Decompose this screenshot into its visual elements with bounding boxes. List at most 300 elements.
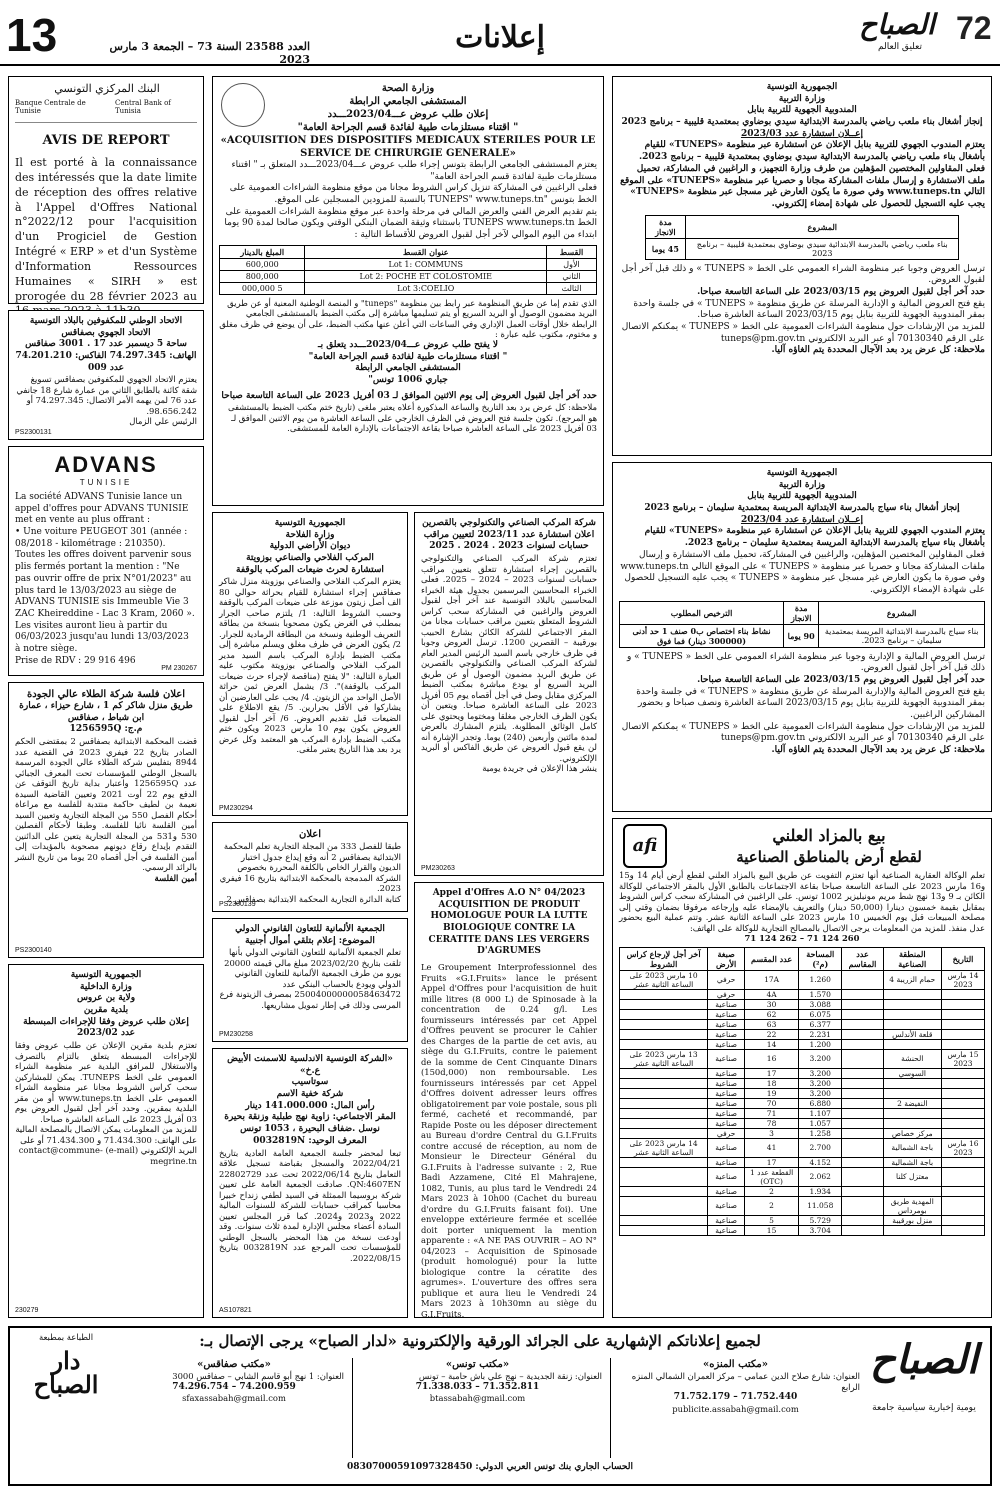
auction-col-header: آخر أجل لإرجاع كراس الشروط bbox=[620, 947, 708, 970]
nabeul1-deadline: حدد آخر أجل لقبول العروض يوم 2023/03/15 على الساعة التاسعة صباحا. bbox=[697, 286, 985, 297]
nabeul1-l1: الجمهورية التونسية bbox=[766, 82, 838, 92]
sotacib-body: تبعا لمحضر جلسة الجمعية العامة العادية بتاريخ 2022/04/21 والمسجل بقباضة تسجيل علاقة التعامل بتاريخ 2022/06/14 تحت عدد 22802729 QN:4607EN. صادقت الجمعية العامة على تعيين شركة بروسيما الممثلة في السيد لطفي زنداح خبيرا محاسبا كمراقب حسابات للشركة للسنوات المالية 2022 و2023 و2024. كما قرر المجلس تعيين السادة أعضاء مجلس الإدارة لمدة ثلاث سنوات. وقد أودعت نسخة من هذا المحضر بالسجل الوطني للمؤسسات تحت المرجع عدد 0032819N بتاريخ 2022/08/15. bbox=[219, 1147, 402, 1263]
lot-num: الأول bbox=[547, 258, 597, 270]
auction-cell bbox=[620, 989, 708, 999]
auction-cell: 10 مارس 2023 على الساعة الثانية عشر bbox=[620, 970, 708, 989]
rabta-body4: الذي تقدم إما عن طريق المنظومة عبر رابط بين منظومة "tuneps" و المنصة الوطنية المعنية أو عن طريق البريد مضمون الوصول أو البريد السريع أو يتم تسليمها مباشرة إلى مكتب الضبط بالمستشفى الجامعي الرابطة خلال أوقات العمل الإداري وفي الساعات التي أعلن عنها مكتب الضبط، على أن يوضع في ظرف مغلق و مختوم، مكتوب عليه عبارة : bbox=[219, 297, 597, 340]
auction-cell: النفيضة 2 bbox=[883, 1098, 941, 1108]
table-row bbox=[620, 1157, 985, 1167]
auction-cell bbox=[842, 1049, 883, 1068]
auction-cell: 11.058 bbox=[799, 1196, 842, 1215]
auction-cell bbox=[941, 1225, 984, 1235]
auction-cell bbox=[941, 1088, 984, 1098]
auction-cell: 2.231 bbox=[799, 1029, 842, 1039]
sotacib-title: «الشركة التونسية الاندلسية للاسمنت الأبيض ع.خ» bbox=[227, 1054, 393, 1076]
issue-line: العدد 23588 السنة 73 – الجمعة 3 مارس 2023 bbox=[109, 40, 310, 66]
auction-cell: 17 bbox=[745, 1157, 799, 1167]
auction-cell bbox=[842, 1108, 883, 1118]
auction-cell: 19 bbox=[745, 1088, 799, 1098]
auction-cell: 70 bbox=[745, 1098, 799, 1108]
auction-col-header: عدد المقسم bbox=[745, 947, 799, 970]
union-aveugles-ad bbox=[8, 310, 204, 440]
auction-cell: معتزل كلنا bbox=[883, 1167, 941, 1186]
nabeul2-l3: المندوبية الجهوية للتربية بنابل bbox=[747, 491, 857, 502]
auction-cell: 2 bbox=[745, 1196, 799, 1215]
nabeul1-body2: فعلى المقاولين المختصين المؤهلين من طرف وزارة التجهيز، و الراغبين في المشاركة، تحميل ملف الاستشارة و إرسال ملفات المشاركة مجانا و حصريا عبر منظومة «TUNEPS» على الموقع التالي www.tuneps.tn وفي صورة ما يكون العارض غير مسجل عبر منظومة «TUNEPS» يجب عليه التسجيل للحصول على شهادة إمضاء إلكتروني. bbox=[620, 163, 985, 209]
auction-table bbox=[619, 947, 985, 1236]
kasserine-body: تعتزم شركة المركب الصناعي والتكنولوجي بالقصرين إجراء استشارة تتعلق بتعيين مراقب حسابات لسنوات 2023 – 2024 – 2025. فعلى الخبراء المحاسبين المرسمين بجدول هيئة الخبراء المحاسبين بالبلاد التونسية عند آخر أجل لقبول العروض والراغبين في المشاركة سحب كراس الشروط المتعلق بتعيين مراقب حسابات مجانا من المقر الاجتماعي للشركة الكائن بشارع الحبيب بورقيبة – القصرين 1200. ترسل العروض وجوبا في ظرف خارجي باسم السيد الرئيس المدير العام لشركة المركب الصناعي والتكنولوجي بالقصرين عن طريق البريد مضمون الوصول أو عن طريق البريد السريع أو يودع مباشرة بمكتب الضبط المركزي مقابل وصل في أجل أقصاه يوم 05 أفريل 2023 على الساعة العاشرة صباحا. ويتعين أن يكون الظرف الخارجي مغلقا ومختوما ويحتوي على كامل الوثائق المطلوبة. يلتزم المشارك بالعرض لمدة مائتين وأربعين (240) يوما. وتجدر الإشارة أنه لن يقع قبول العروض عن طريق الفاكس أو البريد الإلكتروني. bbox=[421, 553, 598, 763]
auction-cell: حرفي bbox=[708, 989, 745, 999]
rabta-fr: «ACQUISITION DES DISPOSITIFS MEDICAUX STERILES POUR LE SERVICE DE CHIRURGIE GENERALE» bbox=[220, 135, 596, 159]
footer-headline: لجميع إعلاناتكم الإشهارية على الجرائد الورقية والإلكترونية «لدار الصباح» يرجى الإتصال بـ: bbox=[199, 1332, 761, 1350]
table-row bbox=[620, 1138, 985, 1157]
table-row bbox=[620, 1098, 985, 1108]
auction-cell: حرفي bbox=[708, 1128, 745, 1138]
lots-table bbox=[219, 245, 597, 295]
auction-cell: باجة الشمالية bbox=[883, 1157, 941, 1167]
cell-project: بناء سياج بالمدرسة الابتدائية المريسة بمعتمدية سليمان – برنامج 2023. bbox=[819, 624, 985, 647]
nabeul2-body1: يعتزم المندوب الجهوي للتربية بنابل الإعلان عن استشارة عبر منظومة «TUNEPS» للقيام بأشغال بناء سياج بالمدرسة الابتدائية المريسة بمعتمدية سليمان – برنامج 2023. bbox=[644, 526, 985, 549]
ad-ref: PM 230267 bbox=[161, 665, 197, 672]
auction-cell bbox=[842, 1225, 883, 1235]
cell-duration: 90 يوما bbox=[784, 624, 819, 647]
rabta-body1: يعتزم المستشفى الجامعي الرابطة بتونس إجراء طلب عروض عـــ2023/04ـــدد المتعلق بـ " اقتناء مستلزمات طبية لفائدة قسم الجراحة العامة" bbox=[231, 160, 597, 182]
megrine-l5: إعلان طلب عروض وفقا للإجراءات المبسطة bbox=[23, 1016, 189, 1027]
table-row bbox=[620, 1225, 985, 1235]
auction-cell: صناعية bbox=[708, 1009, 745, 1019]
diwan-l3: ديوان الأراضي الدولية bbox=[269, 541, 351, 552]
section-title: إعلانات bbox=[455, 20, 545, 55]
kasserine-title: شركة المركب الصناعي والتكنولوجي بالقصرين bbox=[422, 518, 596, 528]
auction-cell bbox=[620, 1039, 708, 1049]
faillite-title: اعلان فلسة شركة الطلاء عالي الجودة bbox=[26, 689, 186, 700]
auction-cell bbox=[941, 1157, 984, 1167]
lot-num: الثالث bbox=[547, 282, 597, 294]
auction-cell: 1.260 bbox=[799, 970, 842, 989]
megrine-l3: ولاية بن عروس bbox=[76, 993, 136, 1004]
auction-cell: صناعية bbox=[708, 999, 745, 1009]
bct-avis-report bbox=[8, 76, 204, 304]
advans-logo-text: ADVANS bbox=[54, 452, 158, 477]
table-row bbox=[620, 1196, 985, 1215]
auction-cell: الحنشة bbox=[883, 1049, 941, 1068]
rabta-env1: لا يفتح طلب عروض عـــ2023/04ـــدد يتعلق بـ bbox=[317, 339, 499, 350]
table-row bbox=[220, 258, 597, 270]
auction-cell: 1.200 bbox=[799, 1039, 842, 1049]
table-row bbox=[620, 1019, 985, 1029]
auction-cell bbox=[842, 1039, 883, 1049]
advans-logo-sub: TUNISIE bbox=[79, 478, 133, 487]
auction-cell: السوسي bbox=[883, 1068, 941, 1078]
col-duration: مدة الانجاز bbox=[645, 215, 686, 238]
auction-cell bbox=[883, 1078, 941, 1088]
auction-cell: مركز خصاص bbox=[883, 1128, 941, 1138]
table-row bbox=[620, 1049, 985, 1068]
auction-cell: صناعية bbox=[708, 1068, 745, 1078]
auction-cell bbox=[883, 989, 941, 999]
auction-cell bbox=[883, 1088, 941, 1098]
table-row bbox=[620, 1108, 985, 1118]
nabeul2-l4: إنجاز أشغال بناء سياج بالمدرسة الابتدائية المريسة بمعتمدية سليمان – برنامج 2023 bbox=[644, 503, 960, 514]
nabeul-siyaj-ad bbox=[612, 462, 992, 812]
auction-cell: 62 bbox=[745, 1009, 799, 1019]
nabeul2-contact: للمزيد من الإرشادات حول منظومة الشراءات العمومية على الخط « TUNEPS » يمكنكم الاتصال على الرقم 70130340 أو عبر البريد الالكتروني tuneps@pm.gov.tn bbox=[621, 721, 985, 744]
footer-logo-name: الصباح bbox=[869, 1336, 979, 1383]
rabta-env3: المستشفى الجامعي الرابطة bbox=[355, 363, 461, 374]
auction-cell: 5 bbox=[745, 1215, 799, 1225]
sotacib-l2: سوتاسيب bbox=[291, 1077, 329, 1088]
auction-cell: 1.107 bbox=[799, 1108, 842, 1118]
nabeul1-body3: ترسل العروض وجوبا عبر منظومة الشراء العمومي على الخط « TUNEPS » و ذلك قبل آخر أجل لقبول العروض. bbox=[621, 263, 985, 286]
auction-col-header: المساحة (م²) bbox=[799, 947, 842, 970]
auction-cell: 14 bbox=[745, 1039, 799, 1049]
table-row bbox=[620, 624, 985, 647]
auction-cell: 18 bbox=[745, 1078, 799, 1088]
auction-cell bbox=[842, 1029, 883, 1039]
auction-cell bbox=[842, 999, 883, 1009]
afi-phones: 71 124 262 – 71 124 260 bbox=[744, 933, 860, 943]
auction-cell: صناعية bbox=[708, 1078, 745, 1088]
office1-address: العنوان: شارع صلاح الدين عمامي – مركز العمران الشمالي المنزه الرابع bbox=[631, 1371, 860, 1392]
auction-cell: صناعية bbox=[708, 1225, 745, 1235]
auction-cell: باجة الشمالية bbox=[883, 1138, 941, 1157]
auction-cell: 3 bbox=[745, 1128, 799, 1138]
auction-cell bbox=[842, 1128, 883, 1138]
sotacib-id: المعرف الوحيد: 0032819N bbox=[253, 1135, 367, 1146]
auction-cell: صناعية bbox=[708, 1019, 745, 1029]
auction-col-header: التاريخ bbox=[941, 947, 984, 970]
auction-cell bbox=[620, 1078, 708, 1088]
auction-cell bbox=[842, 1138, 883, 1157]
footer-logo-tagline: يومية إخبارية سياسية جامعة bbox=[872, 1403, 976, 1413]
rabta-l4: " اقتناء مستلزمات طبية لفائدة قسم الجراحة العامة" bbox=[297, 122, 519, 133]
auction-cell: 1.570 bbox=[799, 989, 842, 999]
auction-cell bbox=[620, 1108, 708, 1118]
table-row bbox=[620, 1186, 985, 1196]
diwan-l1: الجمهورية التونسية bbox=[274, 518, 346, 528]
footer-office-sfax bbox=[124, 1358, 344, 1458]
avis-title: AVIS DE REPORT bbox=[42, 133, 170, 148]
megrine-l2: وزارة الداخلية bbox=[80, 981, 132, 992]
auction-cell bbox=[941, 1108, 984, 1118]
auction-cell: صناعية bbox=[708, 1108, 745, 1118]
table-row bbox=[620, 1009, 985, 1019]
ilan-signature: كتابة الدائرة التجارية المحكمة الابتدائية بصفاقس 2 bbox=[226, 893, 401, 904]
union-address: ساحة 5 ديسمبر عدد 17 . 3001 صفاقس bbox=[25, 339, 187, 350]
auction-cell: 15 مارس 2023 bbox=[941, 1049, 984, 1068]
auction-cell: 30 bbox=[745, 999, 799, 1009]
advans-logo bbox=[15, 452, 197, 492]
sotacib-capital: رأس المال: 141.000.000 دينار bbox=[245, 1100, 375, 1111]
table-row bbox=[620, 1215, 985, 1225]
ilan-body: طبقا للفصل 333 من المجلة التجارية تعلم المحكمة الابتدائية بصفاقس 2 أنه وقع إيداع جدول اختبار الديون والقرار الخاص بالكلفة المحررة بخصوص الشركة المدمجة بالمحكمة الابتدائية بتاريخ 16 فيفري 2023. bbox=[219, 841, 401, 893]
ad-ref: PM230258 bbox=[219, 1031, 253, 1038]
auction-cell bbox=[941, 999, 984, 1009]
auction-cell bbox=[620, 1186, 708, 1196]
auction-cell: 3.200 bbox=[799, 1049, 842, 1068]
lots-col-num: القسط bbox=[547, 245, 597, 258]
auction-cell: 78 bbox=[745, 1118, 799, 1128]
office2-title: «مكتب تونس» bbox=[445, 1359, 510, 1370]
footer-logo bbox=[864, 1336, 984, 1446]
diwan-body: يعتزم المركب الفلاحي والصناعي بوزويتة منزل شاكر صفاقس إجراء استشارة للقيام بحراثة حوالي 80 الف أصل زيتون موزعة على ضيعات المركب بالوقفة وحسب الشروط التالية: 1/ يلتزم صاحب الجرار بمطلب في الغرض يكون مصحوبا بنسخة من بطاقة التعريف الوطنية ونسخة من البطاقة الرمادية للجرار. 2/ يكون العرض في ظرف مغلق ويسلم مباشرة إلى مكتب الضبط بإدارة المركب باسم السيد مدير المركب الفلاحي والصناعي بوزويتة مكتوب عليه العبارة التالية: "لا يفتح (مناقصة لإجراء حرث ضيعات المركب بالوقفة)". 3/ يشمل العرض ثمن حراثة الأصل الواحد من الزيتون. 4/ يجب على العارضين أن يشاركوا في الأقل بجرارين. 5/ يقع الاطلاع على الضيعات قبل تقديم العروض. 6/ آخر أجل لقبول العروض يكون يوم 10 مارس 2023 ويكون ختم مكتب الضبط بإدارة المركب هو المعتمد وكل عرض يرد بعد هذا التاريخ يعتبر ملغى. bbox=[219, 576, 402, 755]
afi-title: بيع بالمزاد العلني bbox=[772, 826, 886, 845]
auction-cell bbox=[842, 1196, 883, 1215]
bank-name-fr: Banque Centrale de Tunisie bbox=[15, 99, 86, 115]
logo-name: الصباح bbox=[859, 8, 935, 41]
avis-body: Il est porté à la connaissance des intéressés que la date limite de réception des offres relative à l'Appel d'Offres National n°2022/12 pour l'acquisition d'un Progiciel de Gestion Intégré « ERP » et d'un Système d'Information Ressources Humaines « SIRH » est prorogée du 28 février 2023 au bbox=[15, 156, 197, 303]
table-row bbox=[220, 270, 597, 282]
footer-office-menzah bbox=[610, 1358, 860, 1458]
table-row bbox=[620, 1029, 985, 1039]
auction-cell bbox=[941, 1215, 984, 1225]
auction-cell bbox=[620, 1019, 708, 1029]
auction-cell bbox=[842, 989, 883, 999]
advans-body: Toutes les offres doivent parvenir sous plis fermés portant la mention : "Ne pas ouvrir offre de prix N°01/2023" au plus tard le 13/03/2023 au siège de ADVANS TUNISIE sis Immeuble Vie 3 ZAC Kheireddine - Lac 3 Kram, 2060 ». Les visites auront lieu à partir du 06/03/2023 jusqu'au lundi 13/03/2023 à notre siège. bbox=[15, 550, 195, 654]
auction-cell: صناعية bbox=[708, 1215, 745, 1225]
auction-cell: 14 مارس 2023 bbox=[941, 970, 984, 989]
kasserine-end: ينشر هذا الإعلان في جريدة يومية bbox=[482, 763, 597, 774]
footer-office-tunis bbox=[352, 1358, 602, 1458]
german-assoc-ad bbox=[212, 918, 408, 1042]
footer-press-logo bbox=[16, 1332, 116, 1452]
auction-cell: صناعية bbox=[708, 1088, 745, 1098]
ad-ref: PS2300131 bbox=[15, 429, 52, 436]
nabeul1-body4: يقع فتح العروض المالية و الإدارية المرسلة عن طريق منظومة « TUNEPS » في جلسة واحدة بمقر المندوبية الجهوية للتربية بنابل يوم 2023/03/15 الساعة العاشرة صباحا. bbox=[633, 298, 985, 321]
advans-ad bbox=[8, 446, 204, 676]
cell-duration: 45 يوما bbox=[645, 238, 686, 259]
table-row bbox=[620, 999, 985, 1009]
auction-cell bbox=[883, 1019, 941, 1029]
office1-title: «مكتب المنزه» bbox=[702, 1359, 769, 1370]
auction-cell: 1.258 bbox=[799, 1128, 842, 1138]
gifruits-title: Appel d'Offres A.O N° 04/2023 ACQUISITION DE PRODUIT HOMOLOGUE POUR LA LUTTE BIOLOGIQUE CONTRE LA CERATITE DANS LES VERGERS D'AGRUMES bbox=[428, 888, 590, 957]
faillite-ad bbox=[8, 682, 204, 958]
auction-cell: صناعية bbox=[708, 1138, 745, 1157]
auction-cell bbox=[842, 1078, 883, 1088]
ad-ref: PS2300139 bbox=[219, 901, 256, 908]
auction-cell: 1.057 bbox=[799, 1118, 842, 1128]
auction-cell bbox=[620, 1068, 708, 1078]
col-project: المشروع bbox=[686, 215, 959, 238]
lot-amount: 800,000 bbox=[220, 270, 305, 282]
diwan-ad bbox=[212, 512, 408, 816]
office1-email: publicite.assabah@gmail.com bbox=[672, 1403, 799, 1414]
auction-cell bbox=[941, 989, 984, 999]
office3-phones: 74.296.754 – 74.200.959 bbox=[172, 1381, 296, 1392]
nabeul2-body3: ترسل العروض المالية و الإدارية وجوبا عبر منظومة الشراء العمومي على الخط « TUNEPS » و ذلك قبل آخر أجل لقبول العروض. bbox=[626, 651, 985, 674]
logo-tagline: تعليق العالم bbox=[878, 42, 922, 52]
sotacib-ad bbox=[212, 1048, 408, 1318]
auction-cell bbox=[620, 1029, 708, 1039]
nabeul1-l3: المندوبية الجهوية للتربية بنابل bbox=[747, 105, 857, 116]
auction-cell bbox=[842, 1088, 883, 1098]
office3-address: العنوان: 1 نهج أبو قاسم الشابي – صفاقس 3000 bbox=[172, 1371, 344, 1381]
rabta-l2: المستشفى الجامعي الرابطة bbox=[349, 96, 467, 107]
auction-cell: 41 bbox=[745, 1138, 799, 1157]
table-row bbox=[620, 970, 985, 989]
masthead bbox=[0, 0, 1000, 66]
auction-cell bbox=[941, 1019, 984, 1029]
auction-table-header bbox=[620, 947, 985, 970]
lot-name: Lot 3:COELIO bbox=[305, 282, 547, 294]
auction-cell bbox=[941, 1196, 984, 1215]
rabta-note: ملاحظة: كل عرض يرد بعد التاريخ والساعة المذكورة أعلاه يعتبر ملغى (تاريخ ختم مكتب الضبط بالمستشفى هو المرجع). تكون جلسة فتح العروض في الظرف الخارجي على الساعة العاشرة من يوم الاثنين الموافق لـ 03 أفريل 2023 على الساعة العاشرة صباحا بقاعة الاجتماعات بالإدارة العامة للمستشفى. bbox=[227, 402, 597, 434]
masthead-logo bbox=[840, 8, 998, 60]
ad-ref: PM230263 bbox=[421, 865, 455, 872]
auction-cell: 1.934 bbox=[799, 1186, 842, 1196]
auction-cell: المهدية طريق بومرداس bbox=[883, 1196, 941, 1215]
lot-amount: 600,000 bbox=[220, 258, 305, 270]
office2-address: العنوان: زنقة الجديدية – نهج علي باش حامبة – تونس bbox=[418, 1371, 602, 1381]
table-row bbox=[620, 1128, 985, 1138]
auction-cell: 16 مارس 2023 bbox=[941, 1138, 984, 1157]
auction-cell: 3.200 bbox=[799, 1088, 842, 1098]
auction-cell: 14 مارس 2023 على الساعة الثانية عشر bbox=[620, 1138, 708, 1157]
advans-contact: Prise de RDV : 29 916 496 bbox=[15, 655, 136, 666]
nabeul1-body1: يعتزم المندوب الجهوي للتربية بنابل الإعلان عن استشارة عبر منظومة «TUNEPS» للقيام بأشغال بناء ملعب رياضي بالمدرسة الابتدائية سيدي بوضاوي بمعتمدية قليبية – برنامج 2023. bbox=[639, 140, 985, 163]
sotacib-hq: المقر الاجتماعي: زاوية نهج طبلبة وزنقة بحيرة نوسل .ضفاف البحيرة ، 1053 تونس bbox=[224, 1112, 396, 1135]
auction-cell bbox=[842, 1009, 883, 1019]
auction-cell bbox=[883, 999, 941, 1009]
auction-cell: منزل بورقيبة bbox=[883, 1215, 941, 1225]
auction-cell bbox=[941, 1128, 984, 1138]
german-body: تعلم الجمعية الألمانية للتعاون القانوني الدولي بأنها تلقت بتاريخ 2023/02/20 مبلغ مالي قيمته 20000 يورو من طرف الجمعية الألمانية للتعاون القانوني الدولي ويودع بالحساب البنكي عدد 25004000000058463472 بمصرف الزيتونة فرع المرسى وذلك في إطار تمويل مشاريعها. bbox=[219, 947, 401, 1010]
auction-cell bbox=[883, 1039, 941, 1049]
auction-cell bbox=[620, 999, 708, 1009]
ad-ref: AS107821 bbox=[219, 1307, 252, 1314]
rabta-l3: إعلان طلب عروض عـــ2023/04ـــدد bbox=[327, 109, 489, 120]
page-number: 13 bbox=[6, 9, 58, 61]
auction-cell: حرفي bbox=[708, 970, 745, 989]
col-duration: مدة الانجاز bbox=[784, 601, 819, 624]
table-row bbox=[620, 1118, 985, 1128]
diwan-l2: وزارة الفلاحة bbox=[285, 529, 335, 540]
auction-cell: 2 bbox=[745, 1186, 799, 1196]
auction-cell bbox=[842, 1019, 883, 1029]
bank-logo bbox=[15, 82, 197, 123]
office1-phones: 71.752.179 – 71.752.440 bbox=[673, 1392, 798, 1402]
table-row bbox=[620, 989, 985, 999]
auction-cell bbox=[941, 1118, 984, 1128]
auction-cell: قلعة الأندلس bbox=[883, 1029, 941, 1039]
auction-cell bbox=[620, 1157, 708, 1167]
auction-cell: 17 bbox=[745, 1068, 799, 1078]
auction-cell: 16 bbox=[745, 1049, 799, 1068]
cell-project: بناء ملعب رياضي بالمدرسة الابتدائية سيدي بوضاوي بمعتمدية قليبية – برنامج 2023 bbox=[686, 238, 959, 259]
rabta-env4: جباري 1006 تونس" bbox=[368, 374, 448, 385]
auction-cell: القطعة عدد 1 (OTC) bbox=[745, 1167, 799, 1186]
table-row bbox=[620, 1039, 985, 1049]
auction-cell: 15 bbox=[745, 1225, 799, 1235]
nabeul2-l5: إعــلان استشارة عدد 2023/04 bbox=[740, 514, 864, 525]
auction-cell bbox=[941, 1039, 984, 1049]
cell-license: نشاط بناء اختصاص ب0 صنف 1 حد أدنى (300000 دينار) فما فوق bbox=[620, 624, 784, 647]
megrine-body: تعتزم بلدية مقرين الإعلان عن طلب عروض وفقا للإجراءات المبسطة يتعلق بالتزام بالتصرف والاستغلال للمرافق البلدية عبر منظومة الشراء العمومي على الخط TUNEPS. يمكن للمشاركين سحب كراس الشروط مجانا عبر منظومة الشراء العمومي على الخط www.tuneps.tn أو من مقر البلدية بمقرين. وحدد آخر أجل لقبول العروض يوم 03 أفريل 2023 على الساعة العاشرة صباحا. bbox=[15, 1040, 197, 1124]
office2-phones: 71.338.033 – 71.352.811 bbox=[415, 1381, 540, 1392]
union-body: يعتزم الاتحاد الجهوي للمكفوفين بصفاقس تسويغ شقة كائنة بالطابق الثاني من عمارة شارع 18 جانفي عدد 76 لمن يهمه الأمر الاتصال: 74.297.345 أو 98.656.242. bbox=[16, 374, 197, 416]
auction-cell: 6.075 bbox=[799, 1009, 842, 1019]
advans-item: • Une voiture PEUGEOT 301 (année : 08/2018 - kilométrage : 210350). bbox=[15, 527, 188, 549]
auction-cell bbox=[941, 1098, 984, 1108]
logo-number: 72 bbox=[956, 10, 992, 46]
auction-cell: 13 مارس 2023 على الساعة الثانية عشر bbox=[620, 1049, 708, 1068]
auction-cell: 5.729 bbox=[799, 1215, 842, 1225]
hospital-logo-icon bbox=[221, 83, 265, 127]
nabeul1-contact: للمزيد من الإرشادات حول منظومة الشراءات العمومية على الخط « TUNEPS » يمكنكم الاتصال على الرقم 70130340 أو عبر البريد الالكتروني tuneps@pm.gov.tn bbox=[621, 322, 985, 344]
table-row bbox=[645, 238, 959, 259]
megrine-contact: للمزيد من المعلومات يمكن الاتصال بالمصلحة المالية على الهاتف: 71.434.300 و 71.434.300 أو على البريد الإلكتروني (e-mail) contact@commune-megrine.tn bbox=[15, 1124, 197, 1166]
auction-cell: صناعية bbox=[708, 1118, 745, 1128]
auction-cell bbox=[620, 1118, 708, 1128]
nabeul1-note: ملاحظة: كل عرض يرد بعد الآجال المحددة يتم الغاؤه آليا. bbox=[771, 345, 985, 356]
table-row bbox=[620, 1078, 985, 1088]
lot-num: الثاني bbox=[547, 270, 597, 282]
lots-col-name: عنوان القسط bbox=[305, 245, 547, 258]
nabeul2-l2: وزارة التربية bbox=[778, 479, 826, 490]
auction-cell: 71 bbox=[745, 1108, 799, 1118]
auction-cell: صناعية bbox=[708, 1157, 745, 1167]
lot-name: Lot 1: COMMUNS bbox=[305, 258, 547, 270]
auction-cell: 22 bbox=[745, 1029, 799, 1039]
nabeul1-l2: وزارة التربية bbox=[778, 93, 826, 104]
tribunal-ilan-ad bbox=[212, 822, 408, 912]
sotacib-l3: شركة خفية الاسم bbox=[276, 1089, 344, 1100]
faillite-body: قضت المحكمة الابتدائية بصفاقس 2 بمقتضى الحكم الصادر بتاريخ 22 فيفري 2023 في القضية عدد 8944 بتفليس شركة الطلاء عالي الجودة المرسمة بالسجل الوطني للمؤسسات تحت المعرف الجبائي عدد 1256595Q واعتبار بداية تاريخ التوقف عن الدفع يوم 22 أوت 2021 وتعيين القاضية السيدة نعيمة بن لطيف حاكمة منتدبة للفلسة مع مراعاة أحكام الفصل 550 من المجلة التجارية وتعيين السيد أمين القلسة نائبا للفلسة. وطبقا لأحكام الفصلين 530 و531 من المجلة التجارية يتعين على الدائنين التقدم بإيداع رقاع ديونهم مصحوبة بالمؤيدات إلى أمين الفلسة في أجل أقصاه 20 يوما من تاريخ النشر بالرائد الرسمي. bbox=[15, 736, 197, 873]
faillite-id: م.ج: 1256595Q bbox=[69, 724, 143, 735]
auction-cell bbox=[842, 1157, 883, 1167]
kasserine-ad bbox=[414, 512, 604, 876]
nabeul2-deadline: حدد آخر أجل لقبول العروض يوم 2023/03/15 على الساعة التاسعة صباحا. bbox=[697, 674, 985, 685]
auction-cell bbox=[620, 1009, 708, 1019]
office3-title: «مكتب صفاقس» bbox=[197, 1359, 271, 1370]
table-row bbox=[620, 1167, 985, 1186]
nabeul2-table bbox=[619, 601, 985, 648]
auction-cell bbox=[941, 1167, 984, 1186]
gifruits-ad bbox=[414, 882, 604, 1318]
auction-cell bbox=[620, 1128, 708, 1138]
kasserine-l2: اعلان استشارة عدد 2023/11 لتعيين مراقب حسابات لسنوات 2023 . 2024 . 2025 bbox=[423, 529, 595, 552]
diwan-l5: استشارة لحرث ضيعات المركب بالوقفة bbox=[236, 564, 384, 575]
auction-cell: 2.700 bbox=[799, 1138, 842, 1157]
col-license: الترخيص المطلوب bbox=[620, 601, 784, 624]
auction-cell bbox=[842, 1215, 883, 1225]
lot-name: Lot 2: POCHE ET COLOSTOMIE bbox=[305, 270, 547, 282]
auction-cell: 17A bbox=[745, 970, 799, 989]
auction-cell: 3.088 bbox=[799, 999, 842, 1009]
office2-email: btassabah@gmail.com bbox=[429, 1393, 526, 1404]
megrine-ad bbox=[8, 964, 204, 1318]
footer-account: الحساب الجاري بنك تونس العربي الدولي: 08307000591097328450 bbox=[347, 1462, 633, 1472]
auction-cell bbox=[620, 1088, 708, 1098]
auction-cell bbox=[842, 1186, 883, 1196]
rabta-body2: فعلى الراغبين في المشاركة تنزيل كراس الشروط مجانا من موقع منظومة الشراءات العمومية على الخط بتونس "TUNEPS" www.tuneps.tn بالنسبة للمزودين المسجلين على الموقع. bbox=[229, 183, 597, 206]
auction-cell: 3.200 bbox=[799, 1078, 842, 1088]
auction-cell: 63 bbox=[745, 1019, 799, 1029]
table-row bbox=[620, 1068, 985, 1078]
auction-cell: صناعية bbox=[708, 1196, 745, 1215]
union-signature: الرئيس علي الزمال bbox=[129, 416, 197, 427]
ilan-title: اعلان bbox=[298, 829, 322, 840]
lot-amount: 5 000,000 bbox=[220, 282, 305, 294]
faillite-address: طريق منزل شاكر كم 1 ، شارع حيزاء ، عمارة ابن شباط ، صفاقس bbox=[19, 701, 193, 723]
auction-cell bbox=[620, 1215, 708, 1225]
auction-cell: 6.880 bbox=[799, 1098, 842, 1108]
advans-intro: La société ADVANS Tunisie lance un appel d'offres pour ADVANS TUNISIE met en vente au plus offrant : bbox=[15, 492, 189, 526]
afi-subtitle: لقطع أرض بالمناطق الصناعية bbox=[736, 848, 922, 866]
afi-body: تعلم الوكالة العقارية الصناعية أنها تعتزم التفويت عن طريق البيع بالمزاد العلني لقطع أرض أيام 14 و15 و16 مارس 2023 على الساعة التاسعة صباحا بقاعة الاجتماعات بالطابق الأول بالمقر الاجتماعي للوكالة الكائن بـ 9 و13 نهج شط مريم مونبليزير 1002 تونس. على الراغبين في المشاركة سحب كراس الشروط بمقابل بقيمة خمسون دينارا (50,000 دينار) والتعريف بالإمضاء عليه وإرجاعه مرفوقا بضمان وقتي إلى مصلحة المبيعات قبل يوم الخميس 10 مارس 2023 على الساعة الثانية عشر. وتتم عملية البيع بحضور عدل منفذ. للمزيد من المعلومات يرجى الاتصال بالمصالح التجارية للوكالة على الهاتف: bbox=[619, 870, 986, 933]
auction-cell bbox=[620, 1167, 708, 1186]
